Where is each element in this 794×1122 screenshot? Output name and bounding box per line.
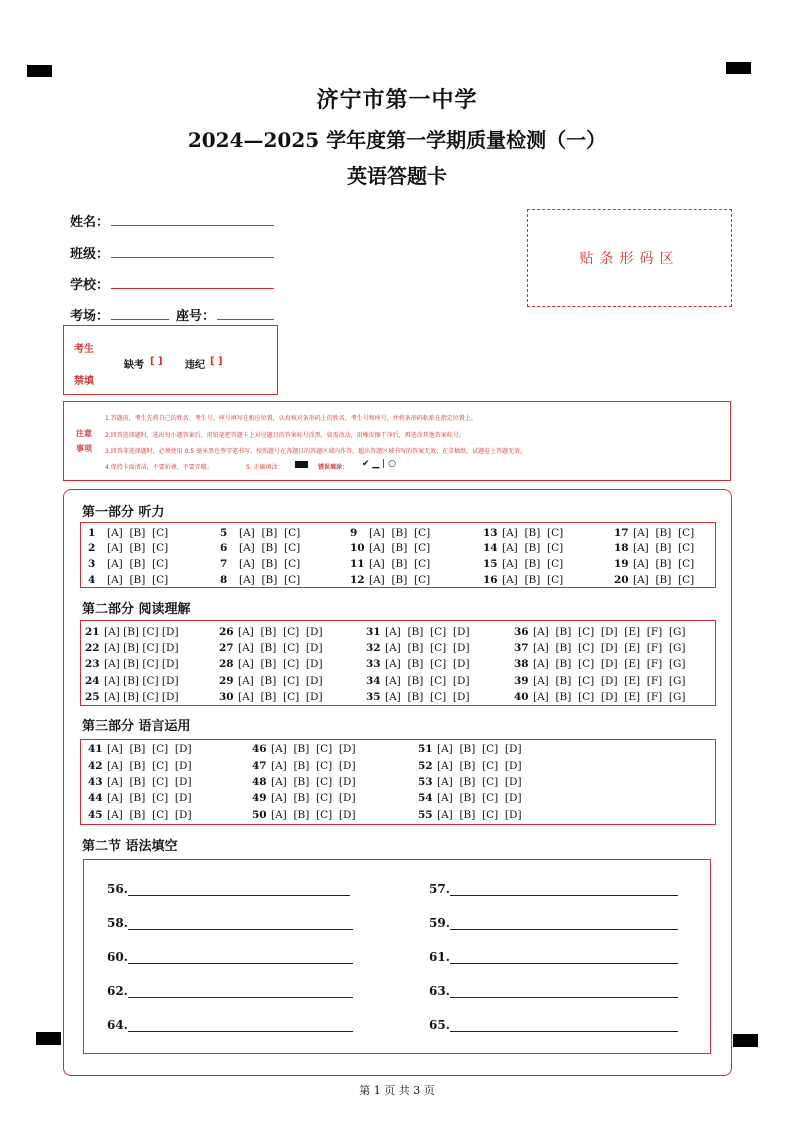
grammar-fill-box bbox=[83, 859, 711, 1054]
note-line-4: 4.保持卡面清洁，不要折叠、不要弄破。 bbox=[105, 464, 213, 471]
answer-options[interactable]: [A] [B] [C] [D] bbox=[437, 760, 522, 772]
question-number: 25 bbox=[85, 691, 100, 703]
answer-options[interactable]: [A] [B] [C] bbox=[369, 542, 431, 554]
question-number: 13 bbox=[483, 527, 498, 539]
answer-options[interactable]: [A] [B] [C] [D] [E] [F] [G] bbox=[533, 691, 686, 703]
question-number: 37 bbox=[514, 642, 529, 654]
seat-label: 座号： bbox=[176, 309, 216, 324]
answer-options[interactable]: [A] [B] [C] [D] bbox=[385, 626, 470, 638]
question-number: 40 bbox=[514, 691, 529, 703]
name-label: 姓名： bbox=[70, 215, 110, 230]
question-number: 50 bbox=[252, 809, 267, 821]
question-number: 38 bbox=[514, 658, 529, 670]
answer-options[interactable]: [A] [B] [C] [D] bbox=[271, 776, 356, 788]
question-number: 33 bbox=[366, 658, 381, 670]
question-number: 30 bbox=[219, 691, 234, 703]
class-label: 班级： bbox=[70, 247, 110, 262]
answer-options[interactable]: [A] [B] [C] [D] bbox=[107, 760, 192, 772]
answer-options[interactable]: [A] [B] [C] bbox=[107, 527, 169, 539]
question-number: 4 bbox=[88, 574, 96, 586]
answer-options[interactable]: [A] [B] [C] bbox=[239, 527, 301, 539]
answer-options[interactable]: [A] [B] [C] bbox=[107, 558, 169, 570]
answer-options[interactable]: [A] [B] [C] [D] bbox=[437, 792, 522, 804]
answer-options[interactable]: [A] [B] [C] [D] bbox=[271, 792, 356, 804]
grammar-answer-line[interactable] bbox=[450, 997, 678, 998]
alignment-mark-top-right bbox=[726, 62, 751, 74]
answer-options[interactable]: [A] [B] [C] [D] bbox=[107, 743, 192, 755]
note-line-5: 5. 正确填涂： bbox=[246, 464, 284, 471]
answer-options[interactable]: [A] [B] [C] [D] bbox=[238, 658, 323, 670]
grammar-answer-line[interactable] bbox=[128, 929, 353, 930]
answer-options[interactable]: [A] [B] [C] bbox=[369, 574, 431, 586]
question-number: 1 bbox=[88, 527, 96, 539]
question-number: 35 bbox=[366, 691, 381, 703]
answer-options[interactable]: [A] [B] [C] [D] bbox=[238, 691, 323, 703]
absent-label: 缺考 bbox=[124, 360, 144, 371]
grammar-item-label: 63. bbox=[429, 984, 450, 998]
question-number: 54 bbox=[418, 792, 433, 804]
question-number: 34 bbox=[366, 675, 381, 687]
answer-options[interactable]: [A] [B] [C] bbox=[239, 542, 301, 554]
question-number: 29 bbox=[219, 675, 234, 687]
question-number: 6 bbox=[220, 542, 228, 554]
question-number: 26 bbox=[219, 626, 234, 638]
answer-options[interactable]: [A] [B] [C] [D] bbox=[437, 776, 522, 788]
question-number: 8 bbox=[220, 574, 228, 586]
answer-options[interactable]: [A] [B] [C] [D] bbox=[271, 809, 356, 821]
question-number: 55 bbox=[418, 809, 433, 821]
question-number: 28 bbox=[219, 658, 234, 670]
examiner-label-bottom: 禁填 bbox=[74, 376, 94, 387]
question-number: 52 bbox=[418, 760, 433, 772]
violation-label: 违纪 bbox=[185, 360, 205, 371]
name-field[interactable] bbox=[111, 225, 274, 226]
school-title: 济宁市第一中学 bbox=[316, 87, 478, 113]
question-number: 16 bbox=[483, 574, 498, 586]
room-label: 考场： bbox=[70, 309, 110, 324]
question-number: 51 bbox=[418, 743, 433, 755]
answer-options[interactable]: [A] [B] [C] [D] bbox=[107, 809, 192, 821]
answer-options[interactable]: [A] [B] [C] [D] bbox=[238, 626, 323, 638]
examiner-label-top: 考生 bbox=[74, 344, 94, 355]
answer-options[interactable]: [A] [B] [C] bbox=[502, 542, 564, 554]
grammar-answer-line[interactable] bbox=[450, 929, 678, 930]
question-number: 27 bbox=[219, 642, 234, 654]
answer-options[interactable]: [A] [B] [C] bbox=[502, 558, 564, 570]
grammar-item-label: 57. bbox=[429, 882, 450, 896]
answer-options[interactable]: [A] [B] [C] [D] bbox=[385, 691, 470, 703]
grammar-answer-line[interactable] bbox=[128, 1031, 353, 1032]
question-number: 53 bbox=[418, 776, 433, 788]
alignment-mark-bottom-right bbox=[733, 1034, 758, 1047]
question-number: 11 bbox=[350, 558, 365, 570]
answer-options[interactable]: [A] [B] [C] [D] bbox=[385, 675, 470, 687]
grammar-item-label: 61. bbox=[429, 950, 450, 964]
wrong-fill-samples: ✔ ▁ | ○ bbox=[362, 459, 396, 469]
grammar-item-label: 65. bbox=[429, 1018, 450, 1032]
question-number: 47 bbox=[252, 760, 267, 772]
grammar-item-label: 60. bbox=[107, 950, 128, 964]
note-line-3: 3.回答非选择题时，必须使用 0.5 毫米黑色签字笔书写，按照题号在各题目的答题区域内作答，超出答题区域书写的答案无效；在草稿纸、试题卷上答题无效。 bbox=[105, 448, 527, 455]
question-number: 44 bbox=[88, 792, 103, 804]
question-number: 12 bbox=[350, 574, 365, 586]
answer-options[interactable]: [A] [B] [C] [D] bbox=[385, 658, 470, 670]
question-number: 3 bbox=[88, 558, 96, 570]
answer-options[interactable]: [A] [B] [C] [D] bbox=[437, 809, 522, 821]
answer-options[interactable]: [A] [B] [C] [D] bbox=[238, 642, 323, 654]
answer-options[interactable]: [A] [B] [C] [D] bbox=[104, 626, 179, 638]
answer-options[interactable]: [A] [B] [C] [D] [E] [F] [G] bbox=[533, 658, 686, 670]
class-field[interactable] bbox=[111, 257, 274, 258]
page-number: 第 1 页 共 3 页 bbox=[359, 1084, 435, 1097]
answer-options[interactable]: [A] [B] [C] bbox=[633, 527, 695, 539]
question-number: 32 bbox=[366, 642, 381, 654]
violation-checkbox[interactable]: [ ] bbox=[210, 356, 223, 367]
exam-title: 2024—2025 学年度第一学期质量检测（一） bbox=[187, 128, 607, 152]
grammar-answer-line[interactable] bbox=[128, 963, 353, 964]
question-number: 42 bbox=[88, 760, 103, 772]
notes-label-1: 注意 bbox=[76, 429, 92, 438]
question-number: 31 bbox=[366, 626, 381, 638]
alignment-mark-bottom-left bbox=[36, 1032, 61, 1045]
answer-options[interactable]: [A] [B] [C] [D] bbox=[104, 642, 179, 654]
part1-title: 第一部分 听力 bbox=[82, 505, 165, 520]
answer-options[interactable]: [A] [B] [C] bbox=[633, 574, 695, 586]
instructions-box bbox=[63, 401, 731, 481]
answer-options[interactable]: [A] [B] [C] [D] bbox=[271, 743, 356, 755]
answer-options[interactable]: [A] [B] [C] bbox=[239, 574, 301, 586]
question-number: 24 bbox=[85, 675, 100, 687]
question-number: 36 bbox=[514, 626, 529, 638]
notes-label-2: 事项 bbox=[76, 444, 92, 453]
question-number: 22 bbox=[85, 642, 100, 654]
answer-options[interactable]: [A] [B] [C] bbox=[369, 527, 431, 539]
answer-options[interactable]: [A] [B] [C] bbox=[107, 574, 169, 586]
grammar-item-label: 64. bbox=[107, 1018, 128, 1032]
grammar-item-label: 58. bbox=[107, 916, 128, 930]
question-number: 17 bbox=[614, 527, 629, 539]
grammar-answer-line[interactable] bbox=[450, 963, 678, 964]
correct-fill-sample bbox=[295, 461, 308, 468]
answer-options[interactable]: [A] [B] [C] bbox=[502, 574, 564, 586]
absent-checkbox[interactable]: [ ] bbox=[150, 356, 163, 367]
answer-options[interactable]: [A] [B] [C] [D] bbox=[104, 675, 179, 687]
question-number: 19 bbox=[614, 558, 629, 570]
question-number: 45 bbox=[88, 809, 103, 821]
grammar-answer-line[interactable] bbox=[450, 1031, 678, 1032]
answer-options[interactable]: [A] [B] [C] [D] bbox=[104, 691, 179, 703]
question-number: 7 bbox=[220, 558, 228, 570]
examiner-only-box bbox=[63, 325, 278, 395]
answer-options[interactable]: [A] [B] [C] [D] bbox=[385, 642, 470, 654]
question-number: 21 bbox=[85, 626, 100, 638]
school-field[interactable] bbox=[111, 288, 274, 289]
grammar-answer-line[interactable] bbox=[128, 997, 353, 998]
answer-options[interactable]: [A] [B] [C] bbox=[369, 558, 431, 570]
grammar-answer-line[interactable] bbox=[128, 895, 350, 896]
question-number: 18 bbox=[614, 542, 629, 554]
question-number: 14 bbox=[483, 542, 498, 554]
question-number: 46 bbox=[252, 743, 267, 755]
barcode-area: 贴条形码区 bbox=[527, 209, 732, 307]
answer-options[interactable]: [A] [B] [C] [D] [E] [F] [G] bbox=[533, 626, 686, 638]
grammar-item-label: 56. bbox=[107, 882, 128, 896]
note-line-1: 1.答题前，考生先将自己的姓名、考生号、座号填写在相应位置，认真核对条形码上的姓名、考生号和座号，并将条形码粘贴在指定位置上。 bbox=[105, 415, 477, 422]
question-number: 15 bbox=[483, 558, 498, 570]
answer-options[interactable]: [A] [B] [C] [D] [E] [F] [G] bbox=[533, 675, 686, 687]
seat-field[interactable] bbox=[217, 319, 274, 320]
question-number: 10 bbox=[350, 542, 365, 554]
answer-options[interactable]: [A] [B] [C] [D] bbox=[238, 675, 323, 687]
room-field[interactable] bbox=[111, 319, 169, 320]
section2-title: 第二节 语法填空 bbox=[82, 839, 178, 854]
question-number: 2 bbox=[88, 542, 96, 554]
answer-options[interactable]: [A] [B] [C] [D] bbox=[271, 760, 356, 772]
question-number: 20 bbox=[614, 574, 629, 586]
answer-options[interactable]: [A] [B] [C] [D] bbox=[104, 658, 179, 670]
answer-options[interactable]: [A] [B] [C] [D] bbox=[437, 743, 522, 755]
part2-title: 第二部分 阅读理解 bbox=[82, 602, 191, 617]
note-line-2: 2.回答选择题时，选出每小题答案后，用铅笔把答题卡上对应题目的答案标号涂黑。如需改动，用橡皮擦干净后，再选涂其他答案标号。 bbox=[105, 432, 465, 439]
answer-options[interactable]: [A] [B] [C] bbox=[633, 558, 695, 570]
question-number: 5 bbox=[220, 527, 228, 539]
alignment-mark-top-left bbox=[27, 65, 52, 77]
answer-sheet-title: 英语答题卡 bbox=[347, 164, 447, 188]
wrong-fill-label: 错误填涂： bbox=[318, 464, 349, 471]
answer-options[interactable]: [A] [B] [C] [D] [E] [F] [G] bbox=[533, 642, 686, 654]
question-number: 41 bbox=[88, 743, 103, 755]
answer-options[interactable]: [A] [B] [C] bbox=[107, 542, 169, 554]
answer-options[interactable]: [A] [B] [C] [D] bbox=[107, 792, 192, 804]
question-number: 39 bbox=[514, 675, 529, 687]
answer-options[interactable]: [A] [B] [C] bbox=[239, 558, 301, 570]
grammar-answer-line[interactable] bbox=[450, 895, 678, 896]
school-label: 学校： bbox=[70, 278, 110, 293]
question-number: 49 bbox=[252, 792, 267, 804]
question-number: 48 bbox=[252, 776, 267, 788]
answer-options[interactable]: [A] [B] [C] [D] bbox=[107, 776, 192, 788]
answer-options[interactable]: [A] [B] [C] bbox=[633, 542, 695, 554]
answer-options[interactable]: [A] [B] [C] bbox=[502, 527, 564, 539]
part3-title: 第三部分 语言运用 bbox=[82, 719, 191, 734]
question-number: 9 bbox=[350, 527, 358, 539]
grammar-item-label: 62. bbox=[107, 984, 128, 998]
grammar-item-label: 59. bbox=[429, 916, 450, 930]
question-number: 43 bbox=[88, 776, 103, 788]
question-number: 23 bbox=[85, 658, 100, 670]
